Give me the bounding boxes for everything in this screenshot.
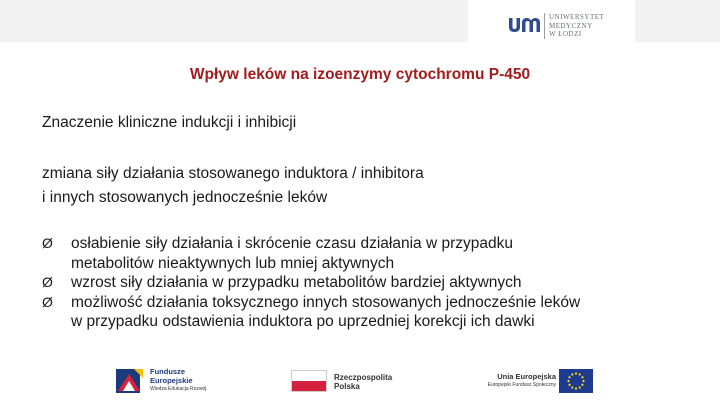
fe-line: Europejskie bbox=[150, 375, 193, 385]
eu-flag-icon bbox=[559, 369, 593, 393]
fundusze-europejskie-logo-icon bbox=[114, 366, 146, 396]
body-paragraph bbox=[42, 162, 424, 210]
university-name-line: W ŁODZI bbox=[549, 30, 582, 38]
paragraph-line: i innych stosowanych jednocześnie leków bbox=[42, 189, 328, 206]
eu-star-icon bbox=[571, 373, 573, 375]
pl-line: Polska bbox=[334, 382, 360, 391]
eu-star-icon bbox=[568, 384, 570, 386]
bullet-item bbox=[42, 273, 580, 293]
bullet-line: wzrost siły działania w przypadku metabolitów bardziej aktywnych bbox=[71, 274, 522, 291]
bullet-line: w przypadku odstawienia induktora po uprzedniej korekcji ich dawki bbox=[71, 313, 535, 330]
arrow-bullet-icon: Ø bbox=[42, 274, 53, 290]
slide-subtitle: Znaczenie kliniczne indukcji i inhibicji bbox=[42, 114, 297, 131]
logo-separator bbox=[544, 13, 545, 39]
university-name-line: MEDYCZNY bbox=[549, 21, 593, 30]
eu-star-icon bbox=[575, 387, 577, 389]
eu-star-icon bbox=[568, 376, 570, 378]
slide-title: Wpływ leków na izoenzymy cytochromu P-450 bbox=[189, 66, 531, 83]
eu-star-icon bbox=[582, 380, 584, 382]
bullet-line: osłabienie siły działania i skrócenie czasu działania w przypadku bbox=[71, 235, 513, 252]
paragraph-line: zmiana siły działania stosowanego induktora / inhibitora bbox=[42, 165, 424, 182]
arrow-bullet-icon: Ø bbox=[42, 293, 53, 310]
unia-europejska-text bbox=[476, 372, 556, 390]
poland-flag-icon bbox=[291, 370, 327, 392]
bullet-line: możliwość działania toksycznego innych stosowanych jednocześnie leków bbox=[71, 293, 581, 311]
university-name-line: UNIWERSYTET bbox=[549, 13, 605, 21]
ue-line: Unia Europejska bbox=[497, 372, 556, 381]
university-name bbox=[549, 13, 604, 39]
arrow-bullet-icon: Ø bbox=[42, 235, 53, 251]
eu-stars bbox=[559, 369, 593, 393]
fe-tagline: Wiedza Edukacja Rozwój bbox=[150, 386, 207, 392]
bullet-item bbox=[42, 234, 580, 273]
eu-star-icon bbox=[567, 380, 569, 382]
ue-line: Europejski Fundusz Społeczny bbox=[487, 382, 556, 388]
bullet-item bbox=[42, 293, 580, 332]
fe-line: Fundusze bbox=[150, 367, 185, 376]
bullet-line: metabolitów nieaktywnych lub mniej aktywnych bbox=[71, 254, 395, 272]
eu-star-icon bbox=[571, 386, 573, 388]
eu-star-icon bbox=[581, 384, 583, 386]
eu-star-icon bbox=[581, 376, 583, 378]
bullet-list bbox=[42, 234, 580, 332]
eu-star-icon bbox=[579, 373, 581, 375]
pl-line: Rzeczpospolita bbox=[334, 373, 393, 382]
eu-star-icon bbox=[579, 386, 581, 388]
fundusze-europejskie-text bbox=[150, 368, 206, 394]
rzeczpospolita-polska-text bbox=[334, 373, 392, 391]
eu-star-icon bbox=[575, 372, 577, 374]
university-um-logo-mark bbox=[507, 16, 541, 34]
